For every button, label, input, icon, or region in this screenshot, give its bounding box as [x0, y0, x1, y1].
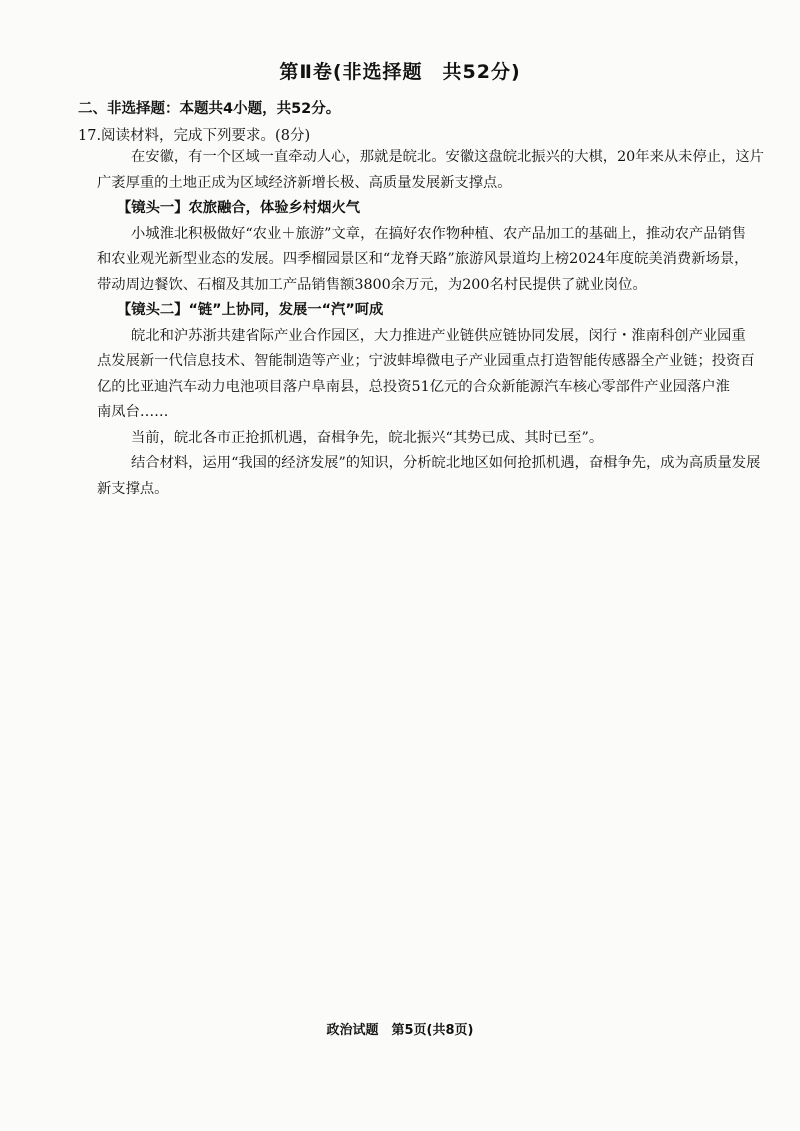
- task-line: 新支撑点。: [97, 480, 169, 497]
- shot1-line: 带动周边餐饮、石榴及其加工产品销售额3800余万元，为200名村民提供了就业岗位。: [97, 276, 647, 293]
- question-material: [97, 145, 800, 502]
- page-footer: 政治试题 第5页(共8页): [326, 1023, 474, 1038]
- task-line: 结合材料，运用“我国的经济发展”的知识，分析皖北地区如何抢抓机遇，奋楫争先，成为高质量发展: [131, 455, 761, 471]
- shot1-line: 小城淮北积极做好“农业＋旅游”文章，在搞好农作物种植、农产品加工的基础上，推动农产品销售: [131, 225, 747, 242]
- shot2-line: 点发展新一代信息技术、智能制造等产业；宁波蚌埠微电子产业园重点打造智能传感器全产业链；投资百: [97, 353, 755, 369]
- shot1-heading: 【镜头一】农旅融合，体验乡村烟火气: [117, 200, 361, 216]
- shot2-heading: 【镜头二】“链”上协同，发展一“汽”呵成: [117, 302, 384, 318]
- shot2-line: 皖北和沪苏浙共建省际产业合作园区，大力推进产业链供应链协同发展，闵行・淮南科创产业园重: [131, 327, 746, 344]
- closing-line: 当前，皖北各市正抢抓机遇，奋楫争先，皖北振兴“其势已成、其时已至”。: [131, 429, 604, 446]
- question-stem: 17.阅读材料，完成下列要求。(8分): [78, 128, 311, 144]
- section-title: 第Ⅱ卷(非选择题 共52分): [279, 61, 521, 83]
- intro-line: 广袤厚重的土地正成为区域经济新增长极、高质量发展新支撑点。: [97, 174, 512, 191]
- part-heading: 二、非选择题：本题共4小题，共52分。: [78, 101, 341, 117]
- shot1-line: 和农业观光新型业态的发展。四季榴园景区和“龙脊天路”旅游风景道均上榜2024年度皖美消费新场景，: [97, 251, 749, 267]
- shot2-line: 南凤台……: [97, 404, 169, 420]
- intro-line: 在安徽，有一个区域一直牵动人心，那就是皖北。安徽这盘皖北振兴的大棋，20年来从未停止，这片: [131, 149, 764, 165]
- shot2-line: 亿的比亚迪汽车动力电池项目落户阜南县，总投资51亿元的合众新能源汽车核心零部件产业园落户淮: [97, 378, 730, 395]
